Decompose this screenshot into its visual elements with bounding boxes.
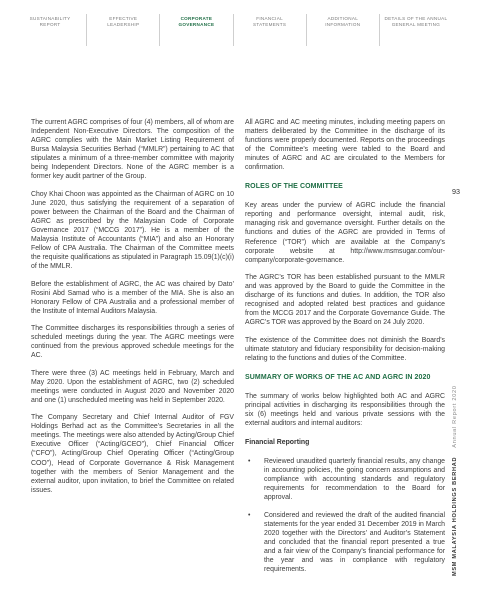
list-item: • Reviewed unaudited quarterly financial results, any change in accounting policies, the going concern assumptions and compliance with accounting standards and regulatory requirements for recommendation to the Board for approval.	[245, 457, 445, 502]
nav-label-line1: EFFECTIVE	[109, 16, 138, 21]
nav-annual-general-meeting[interactable]	[379, 14, 452, 46]
company-name: MSM MALAYSIA HOLDINGS BERHAD	[452, 456, 458, 576]
nav-label-line2: INFORMATION	[325, 22, 361, 28]
bullet-list	[245, 457, 445, 574]
paragraph: Key areas under the purview of AGRC include the financial reporting and performance oversight, internal audit, risk, managing risk and governance oversight. Further details on the functions and duties of the AGRC are provided in Terms of Reference (“TOR”) which are available at the Company’s corporate website at http://www.msmsugar.com/our-company/corporate-governance.	[245, 202, 445, 264]
paragraph: The AGRC’s TOR has been established pursuant to the MMLR and was approved by the Board to guide the Committee in the discharge of its functions and duties. In addition, the TOR also recognised and adopted related best practices and guidance from the MCCG 2017 and the Corporate Governance Guide. The AGRC’s TOR was approved by the Board on 24 July 2020.	[245, 274, 445, 327]
page-number: 93	[452, 187, 460, 196]
list-item: • Considered and reviewed the draft of the audited financial statements for the year ended 31 December 2019 in March 2020 together with the Directors’ and Auditor’s Statement and concluded that the financial report presented a true and a fair view of the Company’s financial performance for the year and was in compliance with regulatory requirements.	[245, 511, 445, 574]
nav-label-line1: FINANCIAL	[256, 16, 283, 21]
nav-label-line1: CORPORATE	[180, 16, 213, 21]
nav-corporate-governance[interactable]	[159, 14, 232, 46]
nav-effective-leadership[interactable]	[86, 14, 159, 46]
nav-label-line2: GOVERNANCE	[178, 22, 215, 28]
subsection-heading: Financial Reporting	[245, 439, 310, 447]
nav-label-line1: DETAILS OF THE ANNUAL	[384, 16, 448, 21]
nav-label-line1: ADDITIONAL	[327, 16, 359, 21]
section-heading: ROLES OF THE COMMITTEE	[245, 183, 343, 191]
report-title: Annual Report 2020	[452, 385, 458, 448]
paragraph: There were three (3) AC meetings held in February, March and May 2020. Upon the establishment of AGRC, two (2) scheduled meetings were conducted in August 2020 and November 2020 and one (1) unscheduled meeting was held in September 2020.	[31, 369, 234, 404]
nav-label-line2: GENERAL MEETING	[391, 22, 441, 28]
nav-label-line2: LEADERSHIP	[107, 22, 140, 28]
nav-label-line2: STATEMENTS	[253, 22, 287, 28]
left-column	[31, 118, 234, 503]
section-heading: SUMMARY OF WORKS OF THE AC AND AGRC IN 2020	[245, 373, 431, 381]
paragraph: The current AGRC comprises of four (4) members, all of whom are Independent Non-Executive Directors. The composition of the AGRC complies with the Main Market Listing Requirement of Bursa Malaysia Securities Berhad (“MMLR”) pertaining to AC that stipulates a minimum of a three-member committee with majority being Independent Directors. None of the AGRC member is a former key audit partner of the Group.	[31, 119, 234, 181]
nav-additional-information[interactable]	[306, 14, 379, 46]
paragraph: The summary of works below highlighted both AC and AGRC principal activities in discharging its responsibilities through the six (6) meetings held and various private sessions with the external auditors and internal auditors:	[245, 392, 445, 428]
paragraph: The Company Secretary and Chief Internal Auditor of FGV Holdings Berhad act as the Committee’s Secretaries in all the meetings. The meetings were also attended by Acting/Group Chief Executive Officer (“Acting/GCEO”), Chief Financial Officer (“CFO”), Acting/Group Chief Operating Officer (“Acting/Group COO”), Head of Corporate Governance & Risk Management together with the members of Senior Management and the external auditor, upon invitation, to brief the Committee on related issues.	[31, 414, 234, 494]
nav-label-line1: SUSTAINABILITY	[29, 16, 71, 21]
paragraph: All AGRC and AC meeting minutes, including meeting papers on matters deliberated by the Committee in the discharge of its functions were properly documented. Reports on the proceedings of the Committee’s meeting were tabled to the Board and minutes of AGRC and AC are circulated to the Members for confirmation.	[245, 119, 445, 172]
section-navigation	[14, 14, 452, 46]
paragraph: Choy Khai Choon was appointed as the Chairman of AGRC on 10 June 2020, thus satisfying the requirement of a separation of power between the Chairman of the Board and the Chairman of AGRC as prescribed by the Malaysian Code of Corporate Governance 2017 (“MCCG 2017”). He is a member of the Malaysia Institute of Accountants (“MIA”) and also an Honorary Fellow of CPA Australia. The Chairman of the Committee meets the requisite qualifications as stipulated in Paragraph 15.09(1)(c)(i) of the MMLR.	[31, 190, 234, 271]
paragraph: Before the establishment of AGRC, the AC was chaired by Dato’ Rosini Abd Samad who is a member of the MIA. She is also an Honorary Fellow of CPA Australia and a professional member of the Institute of Internal Auditors Malaysia.	[31, 280, 234, 315]
side-label	[452, 176, 462, 576]
nav-label-line2: REPORT	[39, 22, 61, 28]
nav-sustainability-report[interactable]	[14, 14, 86, 46]
right-column	[245, 118, 445, 582]
nav-financial-statements[interactable]	[233, 14, 306, 46]
paragraph: The Committee discharges its responsibilities through a series of scheduled meetings during the year. The AGRC meetings were continued from the previous approved schedule meetings for the AC.	[31, 325, 234, 360]
paragraph: The existence of the Committee does not diminish the Board’s ultimate statutory and fiduciary responsibility for decision-making relating to the functions and duties of the Committee.	[245, 336, 445, 362]
